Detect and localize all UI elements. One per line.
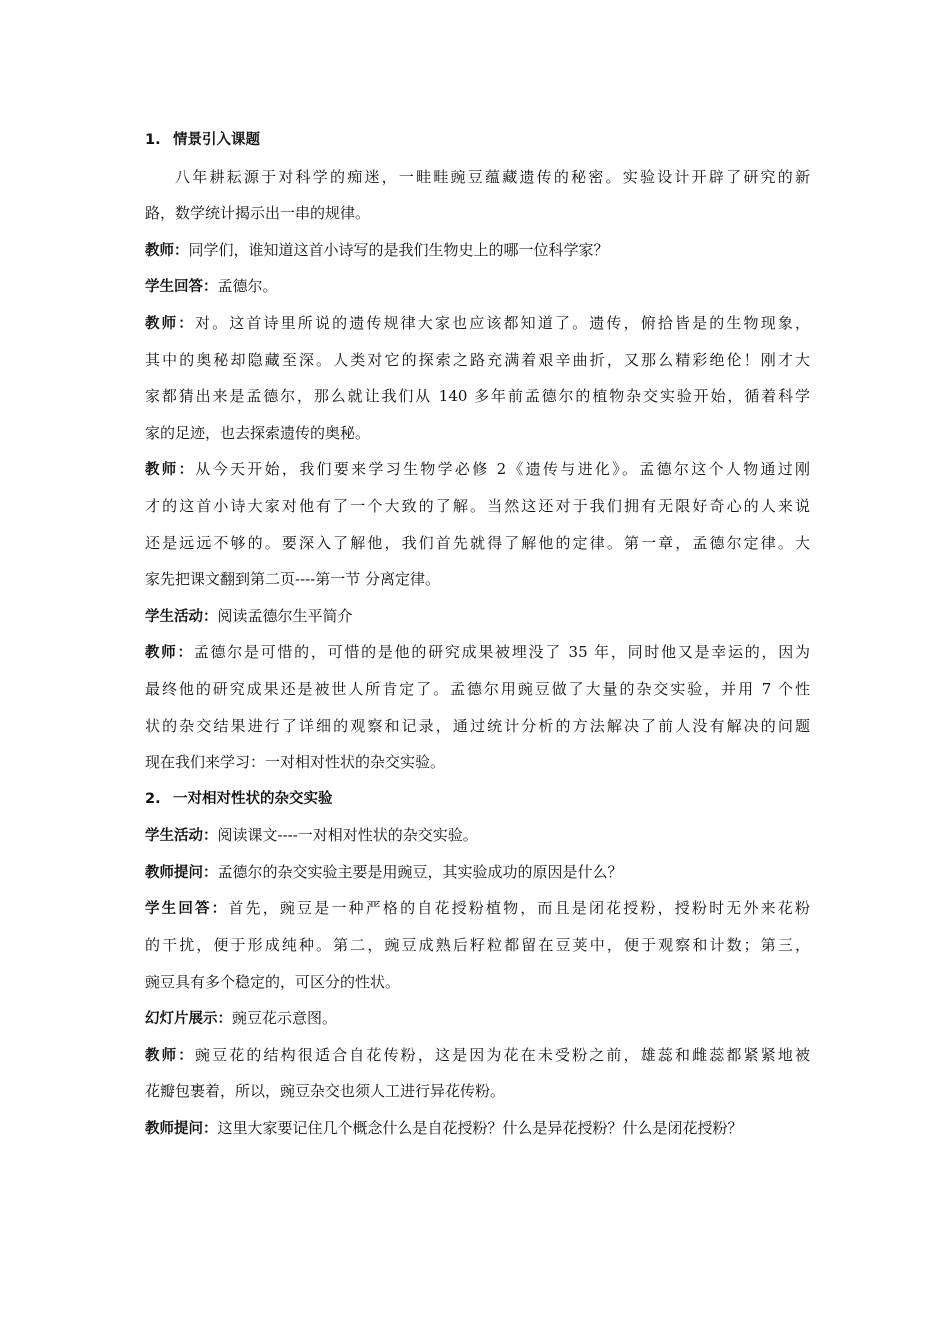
speaker-label: 教师：: [145, 1047, 195, 1064]
paragraph-line: 家先把课文翻到第二页----第一节 分离定律。: [145, 570, 441, 589]
dialogue-line: [145, 268, 810, 305]
dialogue-text: 豌豆花示意图。: [232, 1009, 338, 1028]
dialogue-text: 这里大家要记住几个概念什么是自花授粉？什么是异花授粉？什么是闭花授粉？: [217, 1119, 743, 1138]
dialogue-text: 首先，豌豆是一种严格的自花授粉植物，而且是闭花授粉，授粉时无外来花粉: [228, 899, 810, 918]
dialogue-text: 从今天开始，我们要来学习生物学必修 2《遗传与进化》。孟德尔这个人物通过刚: [195, 460, 810, 479]
dialogue-line: [145, 1037, 810, 1074]
paragraph-line: 家都猜出来是孟德尔，那么就让我们从 140 多年前孟德尔的植物杂交实验开始，循着科学: [145, 387, 810, 406]
dialogue-line: [145, 890, 810, 927]
dialogue-line: [145, 232, 810, 269]
speaker-label: 教师：: [145, 315, 195, 332]
dialogue-line: [145, 854, 810, 891]
speaker-label: 幻灯片展示：: [145, 1011, 232, 1028]
dialogue-text: 阅读孟德尔生平简介: [217, 606, 353, 625]
speaker-label: 教师提问：: [145, 864, 218, 881]
dialogue-text: 孟德尔是可惜的，可惜的是他的研究成果被埋没了 35 年，同时他又是幸运的，因为: [193, 643, 810, 662]
speaker-label: 学生活动：: [145, 608, 218, 625]
section-number: 1.: [145, 132, 161, 148]
paragraph-line: 豌豆具有多个稳定的，可区分的性状。: [145, 972, 401, 991]
section-title: 一对相对性状的杂交实验: [173, 790, 333, 807]
paragraph-line: 的干扰，便于形成纯种。第二，豌豆成熟后籽粒都留在豆荚中，便于观察和计数；第三，: [145, 936, 810, 955]
dialogue-line: [145, 598, 810, 635]
section-number: 2.: [145, 790, 161, 807]
dialogue-text: 阅读课文----一对相对性状的杂交实验。: [217, 826, 478, 845]
paragraph-line: 路，数学统计揭示出一串的规律。: [145, 204, 371, 223]
speaker-label: 教师：: [145, 645, 194, 662]
paragraph-line: 才的这首小诗大家对他有了一个大致的了解。当然这还对于我们拥有无限好奇心的人来说: [145, 496, 810, 515]
dialogue-line: [145, 634, 810, 671]
speaker-label: 学生回答：: [145, 901, 229, 918]
dialogue-text: 豌豆花的结构很适合自花传粉，这是因为花在未受粉之前，雄蕊和雌蕊都紧紧地被: [194, 1045, 810, 1064]
paragraph-line: 花瓣包裹着，所以，豌豆杂交也须人工进行异花传粉。: [145, 1082, 506, 1101]
paragraph-line: 现在我们来学习：一对相对性状的杂交实验。: [145, 753, 446, 772]
paragraph-line: 八年耕耘源于对科学的痴迷，一畦畦豌豆蕴藏遗传的秘密。实验设计开辟了研究的新: [175, 167, 810, 186]
speaker-label: 学生回答：: [145, 279, 218, 296]
dialogue-line: [145, 817, 810, 854]
section-heading: [145, 781, 810, 818]
dialogue-line: [145, 305, 810, 342]
dialogue-line: [145, 451, 810, 488]
speaker-label: 学生活动：: [145, 828, 218, 845]
paragraph-line: 最终他的研究成果还是被世人所肯定了。孟德尔用豌豆做了大量的杂交实验，并用 7 个性: [145, 679, 810, 698]
speaker-label: 教师提问：: [145, 1121, 218, 1138]
speaker-label: 教师：: [145, 242, 189, 259]
document-page: [145, 122, 810, 1147]
paragraph-line: 其中的奥秘却隐藏至深。人类对它的探索之路充满着艰辛曲折，又那么精彩绝伦！刚才大: [145, 350, 810, 369]
paragraph-line: 状的杂交结果进行了详细的观察和记录，通过统计分析的方法解决了前人没有解决的问题: [145, 716, 810, 735]
dialogue-text: 孟德尔。: [217, 277, 278, 296]
dialogue-line: [145, 1110, 810, 1147]
dialogue-text: 同学们，谁知道这首小诗写的是我们生物史上的哪一位科学家？: [188, 240, 609, 259]
paragraph-line: 家的足迹，也去探索遗传的奥秘。: [145, 423, 371, 442]
section-heading: [145, 122, 810, 159]
dialogue-line: [145, 1000, 810, 1037]
paragraph-line: 还是远远不够的。要深入了解他，我们首先就得了解他的定律。第一章，孟德尔定律。大: [145, 533, 810, 552]
dialogue-text: 对。这首诗里所说的遗传规律大家也应该都知道了。遗传，俯拾皆是的生物现象，: [194, 313, 810, 332]
dialogue-text: 孟德尔的杂交实验主要是用豌豆，其实验成功的原因是什么？: [217, 862, 623, 881]
speaker-label: 教师：: [145, 462, 196, 479]
section-title: 情景引入课题: [173, 132, 260, 148]
